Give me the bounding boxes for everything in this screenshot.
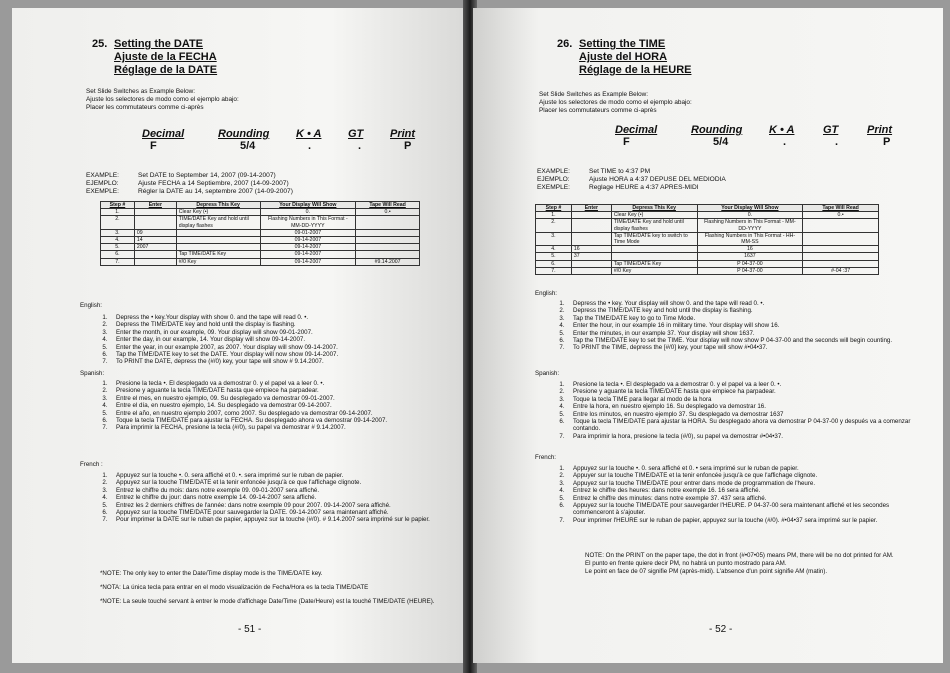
table-row [101, 258, 420, 265]
table-cell [176, 237, 260, 244]
list-item: 2. Presione y aguante la tecla TIME/DATE hasta que empiece ha parpadear. [559, 388, 776, 396]
table-cell: 37 [571, 253, 611, 260]
table-cell [571, 267, 611, 274]
list-item: 4. Entrez le chiffre des heures: dans notre exemple 16. 16 sera affiché. [559, 487, 761, 495]
list-item: 3. Entre el mes, en nuestro ejemplo, 09. Su desplegado va demostrar 09-01-2007. [102, 394, 335, 402]
list-item: 5. Enter the year, in our example 2007, as 2007. Your display will show 09-14-2007. [102, 343, 338, 351]
table-cell: 6. [536, 260, 572, 267]
table-cell: 0.• [803, 212, 879, 219]
list-item: 3. Toque la tecla TIME para llegar al modo de la hora [559, 395, 712, 403]
list-item: 5. Entrez les 2 derniers chiffres de l'année: dans notre exemple 09 pour 2007. 09-14-2007 sera affiché. [102, 501, 391, 509]
list-item: 4. Entre el día, en nuestro ejemplo, 14. Su desplegado va demostrar 09-14-2007. [102, 402, 332, 410]
table-row [536, 246, 879, 253]
table-row [101, 229, 420, 236]
table-cell [134, 216, 176, 229]
list-item: 2. Appuyer sur la touche TIME/DATE et la tenir enfoncée jusqu'à ce que l'affichage clignote. [559, 472, 818, 480]
section-number: 25. [92, 38, 108, 50]
table-cell: #9.14.2007 [356, 258, 420, 265]
switch-values: F 5/4 . . P [150, 140, 412, 152]
list-item: 1. Appuyez sur la touche •. 0. sera affiché et 0. •. sera imprimé sur le ruban de papier. [102, 472, 344, 479]
list-item: 7. To PRINT the TIME, depress the [#/0] key, your tape will show #•04•37. [559, 344, 768, 352]
table-cell: 4. [536, 246, 572, 253]
list-item: 5. Entre el año, en nuestro ejemplo 2007, como 2007. Su desplegado va demostrar 09-14-2007. [102, 409, 373, 417]
table-cell [611, 253, 697, 260]
table-row [536, 219, 879, 232]
table-cell: 09-14-2007 [260, 237, 356, 244]
table-cell [176, 229, 260, 236]
table-cell: 3. [536, 232, 572, 245]
table-cell: 0. [260, 209, 356, 216]
table-cell [134, 251, 176, 258]
list-item: 1. Appuyez sur la touche •. 0. sera affiché et 0. • sera imprimé sur le ruban de papier. [559, 465, 799, 472]
example-block: EXAMPLE: Set DATE to September 14, 2007 (09-14-2007) EJEMPLO: Ajuste FECHA a 14 Septiembre, 2007 (14-09-2007) EXEMPLE: Régler la DATE au 14, septembre 2007 (14-09-2007) [86, 172, 293, 196]
table-cell: 09-14-2007 [260, 258, 356, 265]
table-cell: TIME/DATE Key and hold until display flashes [611, 219, 697, 232]
table-cell [803, 253, 879, 260]
french-steps [94, 472, 454, 524]
table-cell: #-04 :37 [803, 267, 879, 274]
switch-labels: Decimal Rounding K • A GT Print [615, 124, 893, 136]
list-item: 5. Entre los minutos, en nuestro ejemplo 37. Su desplegado va demostrar 1637 [559, 410, 784, 418]
table-cell: #/0 Key [611, 267, 697, 274]
list-item: 6. Appuyez sur la touche TIME/DATE pour sauvegarder l'HEURE. P 04-37-00 sera maintenant affiché et les secondes commenceront à s'ajouter. [559, 502, 890, 517]
table-cell: P 04-37-00 [697, 267, 803, 274]
table-cell: 7. [536, 267, 572, 274]
table-cell: 09 [134, 229, 176, 236]
list-item: 2. Presione y aguante la tecla TIME/DATE hasta que empiece ha parpadear. [102, 387, 319, 395]
list-item: 3. Tap the TIME/DATE key to go to Time Mode. [559, 314, 696, 322]
table-cell: 1. [101, 209, 135, 216]
list-item: 2. Depress the TIME/DATE key and hold until the display is flashing. [559, 307, 753, 315]
page-number: - 52 - [709, 624, 733, 635]
page-number: - 51 - [238, 624, 262, 635]
table-row [536, 212, 879, 219]
list-item: 6. Appuyez sur la touche TIME/DATE pour sauvegarder la DATE. 09-14-2007 sera maintenant affiché. [102, 509, 389, 517]
table-cell [571, 260, 611, 267]
table-cell [571, 219, 611, 232]
french-label: French : [80, 461, 103, 468]
list-item: 2. Depress the TIME/DATE key and hold until the display is flashing. [102, 321, 296, 329]
steps-table: Step # Enter Depress This Key Your Display Will Show Tape Will Read 1. Clear Key (•) 0. 0.• 2. TIME/DATE Key and hold until display flashes Flashing Numbers in This Format - MM-DD-YYYY 3. 09 09-01-2007 4. 14 09-14-2007 5. 2007 09-14-2007 6. Tap TIME/DATE Key 09-14-2007 7. #/0 Key 09-14-2007 #9.14.2007 [100, 201, 420, 266]
table-cell: 5. [536, 253, 572, 260]
list-item: 5. Entrez le chiffre des minutes: dans notre exemple 37. 437 sera affiché. [559, 494, 767, 502]
switch-settings [615, 124, 935, 148]
table-cell [134, 258, 176, 265]
table-cell: Clear Key (•) [176, 209, 260, 216]
list-item: 7. Para imprimir la FECHA, presione la tecla (#/0), su papel va demostrar # 9.14.2007. [102, 424, 346, 432]
list-item: 7. Pour imprimer l'HEURE sur le ruban de papier, appuyez sur la touche (#/0). #•04•37 sera imprimé sur le papier. [559, 516, 878, 524]
french-steps [551, 465, 929, 524]
table-cell: 7. [101, 258, 135, 265]
list-item: 7. To PRINT the DATE, depress the (#/0) key, your tape will show # 9.14.2007. [102, 358, 324, 366]
list-item: 3. Enter the month, in our example, 09. Your display will show 09-01-2007. [102, 328, 313, 336]
notes: NOTE: On the PRINT on the paper tape, the dot in front (#•07•05) means PM, there will be no dot printed for AM. El punto en frente quiere decir PM, no habrá un punto mostrado para AM. Le point en face de 07 signifie PM (après-midi). L'absence d'un point signifie AM (matin). [585, 552, 894, 575]
list-item: 4. Entrez le chiffre du jour: dans notre exemple 14. 09-14-2007 sera affiché. [102, 494, 317, 502]
spanish-label: Spanish: [535, 370, 560, 377]
table-cell: 09-01-2007 [260, 229, 356, 236]
table-cell [803, 260, 879, 267]
table-cell: 2. [101, 216, 135, 229]
switch-labels: Decimal Rounding K • A GT Print [142, 128, 416, 140]
table-cell: Flashing Numbers in This Format - MM-DD-YYYY [697, 219, 803, 232]
table-cell: 0. [697, 212, 803, 219]
list-item: 6. Toque la tecla TIME/DATE para ajustar la FECHA. Su desplegado ahora va demostrar 09-14-2007. [102, 417, 388, 425]
table-cell: 2007 [134, 244, 176, 251]
table-cell [176, 244, 260, 251]
table-cell [803, 232, 879, 245]
notes: *NOTE: The only key to enter the Date/Time display mode is the TIME/DATE key. *NOTA: La única tecla para entrar en el modo visualización de Fecha/Hora es la tecla TIME/DATE *NOTE: La seule touché servant à entrer le mode d'affichage Date/Time (Date/Heure) est la touché TIME/DATE (HEURE). [100, 570, 435, 605]
table-cell: Clear Key (•) [611, 212, 697, 219]
table-cell: Flashing Numbers in This Format - HH-MM-SS [697, 232, 803, 245]
table-row [536, 232, 879, 245]
table-row [101, 216, 420, 229]
table-row [536, 253, 879, 260]
table-cell: TIME/DATE Key and hold until display flashes [176, 216, 260, 229]
table-cell [356, 216, 420, 229]
steps-table: Step # Enter Depress This Key Your Display Will Show Tape Will Read 1. Clear Key (•) 0. 0.• 2. TIME/DATE Key and hold until display flashes Flashing Numbers in This Format - MM-DD-YYYY 3. Tap TIME/DATE key to switch to Time Mode Flashing Numbers in This Format - HH-MM-SS 4. 16 16 5. 37 1637 6. Tap TIME/DATE Key P 04-37-00 7. #/0 Key P 04-37-00 #-04 :37 [535, 204, 879, 275]
table-cell [571, 212, 611, 219]
list-item: 7. Pour imprimer la DATE sur le ruban de papier, appuyez sur la touche (#/0). # 9.14.2007 sera imprimé sur le papier. [102, 516, 430, 524]
table-cell [356, 251, 420, 258]
list-item: 6. Tap the TIME/DATE key to set the DATE. Your display will now show 09-14-2007. [102, 351, 339, 359]
section-title-date [92, 38, 217, 77]
table-row [536, 260, 879, 267]
intro: Set Slide Switches as Example Below: Ajuste los selectores de modo como el ejemplo abajo: Placer les commutateurs comme ci-après [86, 88, 239, 111]
table-row [101, 251, 420, 258]
section-number: 26. [557, 38, 573, 50]
table-cell: #/0 Key [176, 258, 260, 265]
table-cell: Flashing Numbers in This Format - MM-DD-YYYY [260, 216, 356, 229]
table-cell: 16 [571, 246, 611, 253]
intro: Set Slide Switches as Example Below: Ajuste los selectores de modo como el ejemplo abajo: Placer les commutateurs comme ci-après [539, 91, 692, 114]
list-item: 5. Enter the minutes, in our example 37. Your display will show 1637. [559, 329, 755, 337]
table-cell: 5. [101, 244, 135, 251]
table-cell: 09-14-2007 [260, 244, 356, 251]
list-item: 3. Entrez le chiffre du mois: dans notre exemple 09. 09-01-2007 sera affiché. [102, 486, 320, 494]
table-cell: Tap TIME/DATE Key [611, 260, 697, 267]
title-en: Setting the TIME [579, 38, 666, 50]
table-cell: 3. [101, 229, 135, 236]
table-cell [803, 219, 879, 232]
title-fr: Réglage de la HEURE [579, 64, 692, 76]
table-cell: 6. [101, 251, 135, 258]
list-item: 1. Presione la tecla •. El desplegado va a demostrar 0. y el papel va a leer 0. •. [102, 380, 325, 387]
table-cell [134, 209, 176, 216]
switch-settings [142, 128, 442, 152]
table-cell [356, 244, 420, 251]
table-cell: 1. [536, 212, 572, 219]
table-cell [611, 246, 697, 253]
table-cell [803, 246, 879, 253]
table-cell: 14 [134, 237, 176, 244]
example-block: EXAMPLE: Set TIME to 4:37 PM EJEMPLO: Ajuste HORA a 4:37 DEPUSE DEL MEDIODIA EXEMPLE: Reglage HEURE a 4:37 APRES-MIDI [537, 168, 726, 192]
table-cell: P 04-37-00 [697, 260, 803, 267]
table-cell [571, 232, 611, 245]
table-cell: 4. [101, 237, 135, 244]
table-cell [356, 229, 420, 236]
french-label: French: [535, 454, 556, 461]
english-steps [94, 314, 454, 366]
title-es: Ajuste del HORA [579, 51, 668, 63]
table-cell: 0.• [356, 209, 420, 216]
title-es: Ajuste de la FECHA [114, 51, 217, 63]
table-cell: 16 [697, 246, 803, 253]
english-steps [551, 300, 929, 352]
table-cell: 09-14-2007 [260, 251, 356, 258]
list-item: 2. Appuyez sur la touche TIME/DATE et la tenir enfoncée jusqu'à ce que l'affichage clignote. [102, 479, 362, 487]
table-cell: Tap TIME/DATE Key [176, 251, 260, 258]
spanish-label: Spanish: [80, 370, 105, 377]
title-fr: Réglage de la DATE [114, 64, 218, 76]
table-row [101, 237, 420, 244]
english-label: English: [535, 290, 558, 297]
table-row [536, 267, 879, 274]
list-item: 6. Toque la tecla TIME/DATE para ajustar la HORA. Su desplegado ahora va demostrar P 04-37-00 y después va a comenzar contando. [559, 418, 911, 433]
list-item: 7. Para imprimir la hora, presione la tecla (#/0), su papel va demostrar #•04•37. [559, 432, 783, 440]
list-item: 1. Depress the • key.Your display with show 0. and the tape will read 0. •. [102, 314, 309, 321]
spanish-steps [94, 380, 454, 432]
list-item: 1. Presione la tecla •. El desplegado va a demostrar 0. y el papel va a leer 0. •. [559, 381, 782, 388]
table-cell: 1637 [697, 253, 803, 260]
list-item: 4. Enter the day, in our example, 14. Your display will show 09-14-2007. [102, 336, 306, 344]
switch-values: F 5/4 . . P [623, 136, 891, 148]
table-row [101, 209, 420, 216]
page-left [12, 8, 467, 663]
table-cell [356, 237, 420, 244]
list-item: 4. Enter the hour, in our example 16 in military time. Your display will show 16. [559, 322, 780, 330]
list-item: 4. Entre la hora, en nuestro ejemplo 16. Su desplegado va demostrar 16. [559, 403, 766, 411]
title-en: Setting the DATE [114, 38, 204, 50]
table-cell: Tap TIME/DATE key to switch to Time Mode [611, 232, 697, 245]
spanish-steps [551, 381, 929, 440]
page-right [473, 8, 943, 663]
table-row [101, 244, 420, 251]
table-cell: 2. [536, 219, 572, 232]
list-item: 1. Depress the • key. Your display will show 0. and the tape will read 0. •. [559, 300, 765, 307]
english-label: English: [80, 302, 103, 309]
list-item: 3. Appuyez sur la touche TIME/DATE pour entrer dans mode de programmation de l'heure. [559, 479, 816, 487]
list-item: 6. Tap the TIME/DATE key to set the TIME. Your display will now show P 04-37-00 and the seconds will begin counting. [559, 337, 893, 345]
section-title-time [557, 38, 691, 77]
